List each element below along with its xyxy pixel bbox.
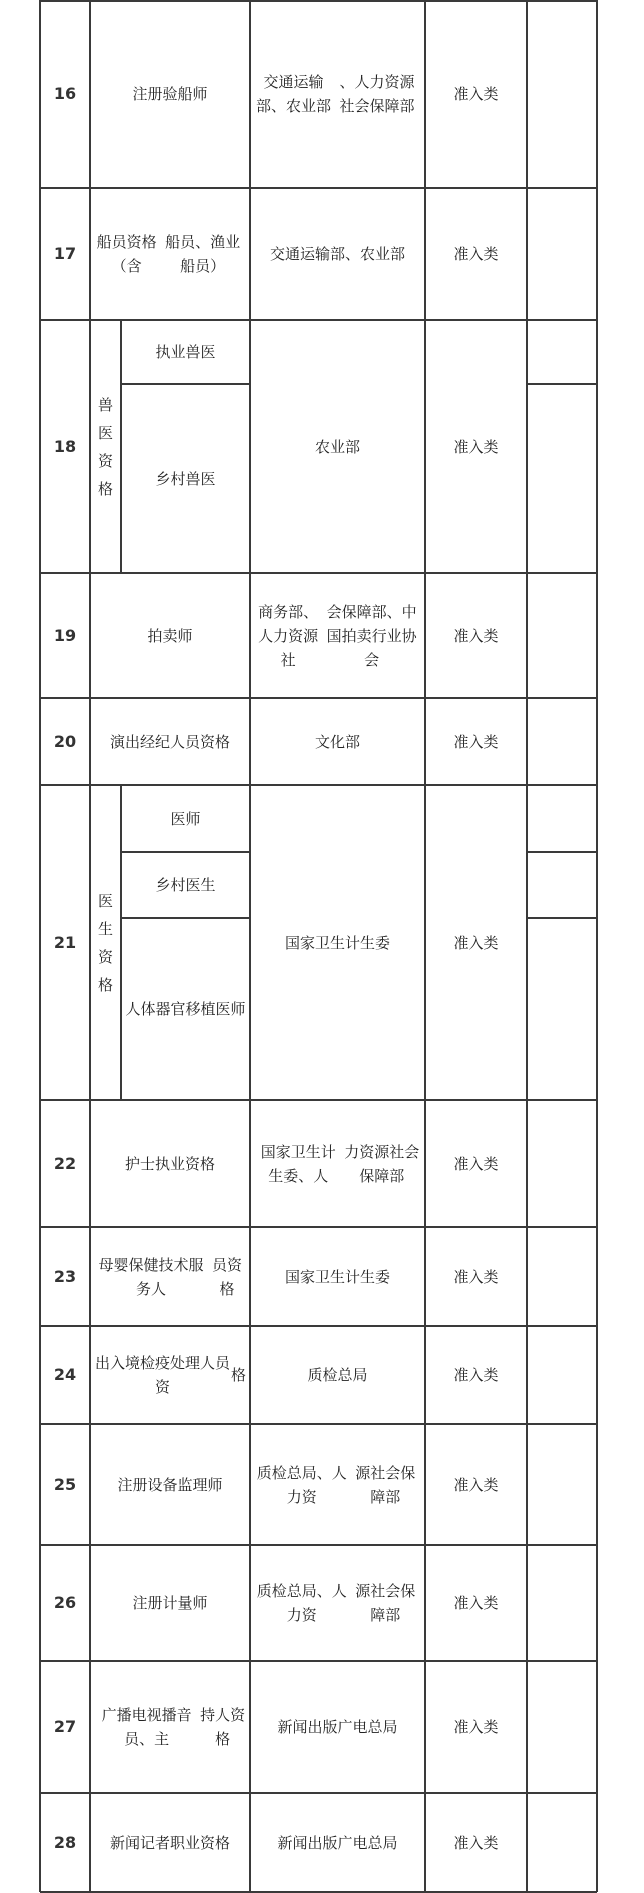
grid-line (526, 1227, 528, 1326)
grid-line (526, 698, 528, 785)
grid-line (39, 1227, 41, 1326)
grid-line (39, 1661, 41, 1793)
row-number: 18 (53, 436, 77, 456)
grid-line (596, 1227, 598, 1326)
grid-line (89, 320, 91, 573)
text-line: 质检总局、人力资 (256, 1582, 347, 1624)
grid-line (249, 785, 251, 1100)
grid-line (89, 1326, 91, 1424)
vertical-char: 资 (97, 451, 113, 470)
category: 准入类 (453, 1267, 499, 1286)
text-line: 持人资格 (200, 1706, 246, 1748)
remark (527, 785, 597, 1100)
text-line: 、人力资源社会保障部 (339, 73, 415, 115)
grid-line (526, 573, 528, 698)
department: 国家卫生计生委 (284, 933, 390, 952)
grid-line (121, 917, 250, 919)
category: 准入类 (453, 245, 499, 263)
category: 准入类 (453, 1718, 499, 1736)
remark (527, 1227, 597, 1326)
text-line: 商务部、人力资源社 (258, 602, 319, 669)
grid-line (596, 1326, 598, 1424)
grid-line (89, 573, 91, 698)
grid-line (89, 1100, 91, 1227)
row-number: 20 (53, 731, 77, 751)
qualification-name (90, 1326, 250, 1424)
remark (527, 188, 597, 320)
text-line: 母婴保健技术服务人 (98, 1255, 204, 1298)
grid-line (39, 188, 41, 320)
qualification-name: 演出经纪人员资格 (109, 732, 230, 751)
row-number: 19 (53, 625, 77, 645)
text-line: 质检总局、人力资 (256, 1463, 347, 1506)
remark (527, 1326, 597, 1424)
grid-line (596, 1424, 598, 1545)
grid-line (39, 320, 41, 573)
grid-line (596, 188, 598, 320)
row-number: 22 (53, 1153, 77, 1173)
text-line: 员资格 (211, 1255, 242, 1298)
grid-line (526, 1545, 528, 1661)
text-line: 源社会保障部 (355, 1463, 416, 1506)
grid-line (89, 1793, 91, 1892)
row-number: 24 (53, 1365, 77, 1384)
grid-line (596, 320, 598, 573)
grid-line (596, 785, 598, 1100)
grid-line (424, 1661, 426, 1793)
vertical-char: 格 (97, 479, 113, 498)
grid-line (526, 320, 528, 573)
text-line: 交通运输部、农业部 (256, 73, 332, 115)
grid-line (89, 1227, 91, 1326)
grid-line (249, 1545, 251, 1661)
grid-line (424, 573, 426, 698)
grid-line (249, 320, 251, 573)
grid-line (121, 851, 250, 853)
subitem-name: 乡村医生 (155, 876, 216, 894)
qualification-name (90, 188, 250, 320)
grid-line (89, 0, 91, 188)
text-line: 船员资格（含 (96, 233, 157, 275)
grid-line (526, 0, 528, 188)
row-number: 27 (53, 1717, 77, 1736)
row-number: 25 (53, 1474, 77, 1494)
category: 准入类 (453, 1833, 499, 1852)
grid-line (596, 1661, 598, 1793)
grid-line (424, 320, 426, 573)
grid-line (39, 1424, 41, 1545)
row-number: 16 (53, 84, 77, 103)
grid-line (249, 698, 251, 785)
grid-line (526, 1793, 528, 1892)
grid-line (424, 1100, 426, 1227)
category: 准入类 (453, 1366, 499, 1384)
qualification-name (90, 1661, 250, 1793)
category: 准入类 (453, 732, 499, 751)
grid-line (89, 1424, 91, 1545)
category: 准入类 (453, 933, 499, 952)
department: 质检总局 (307, 1366, 368, 1384)
grid-line (249, 0, 251, 188)
grid-line (39, 0, 41, 188)
remark (527, 1661, 597, 1793)
category: 准入类 (453, 1475, 499, 1494)
text-line: 源社会保障部 (355, 1582, 416, 1624)
grid-line (89, 1545, 91, 1661)
text-line: 出入境检疫处理人员资 (94, 1354, 230, 1396)
remark (527, 1424, 597, 1545)
grid-line (249, 1661, 251, 1793)
grid-line (40, 0, 597, 2)
subitem-name: 执业兽医 (155, 343, 216, 361)
grid-line (39, 1100, 41, 1227)
grid-line (39, 785, 41, 1100)
grid-line (596, 698, 598, 785)
department (250, 1424, 425, 1545)
department (250, 0, 425, 188)
row-number: 21 (53, 932, 77, 952)
department: 新闻出版广电总局 (277, 1833, 398, 1852)
grid-line (249, 573, 251, 698)
grid-line (89, 785, 91, 1100)
qualification-name: 护士执业资格 (124, 1154, 215, 1173)
department: 文化部 (314, 732, 360, 751)
category: 准入类 (453, 1154, 499, 1173)
grid-line (526, 1661, 528, 1793)
grid-line (526, 785, 528, 1100)
grid-line (424, 1545, 426, 1661)
grid-line (527, 851, 597, 853)
grid-line (424, 0, 426, 188)
text-line: 广播电视播音员、主 (101, 1706, 192, 1748)
grid-line (249, 1793, 251, 1892)
text-line: 力资源社会保障部 (344, 1142, 420, 1185)
category: 准入类 (453, 1594, 499, 1612)
grid-line (89, 188, 91, 320)
grid-line (596, 0, 598, 188)
grid-line (424, 698, 426, 785)
grid-line (526, 188, 528, 320)
grid-line (424, 1326, 426, 1424)
grid-line (596, 573, 598, 698)
group-label (90, 320, 121, 573)
grid-line (89, 698, 91, 785)
vertical-char: 医 (97, 891, 113, 910)
grid-line (424, 785, 426, 1100)
qualification-name: 注册设备监理师 (117, 1475, 223, 1494)
grid-line (526, 1100, 528, 1227)
grid-line (249, 1100, 251, 1227)
group-label (90, 785, 121, 1100)
department: 新闻出版广电总局 (277, 1718, 398, 1736)
grid-line (596, 1793, 598, 1892)
grid-line (39, 573, 41, 698)
remark (527, 698, 597, 785)
department: 农业部 (314, 437, 360, 456)
grid-line (39, 698, 41, 785)
qualification-name (90, 1227, 250, 1326)
qualification-name: 注册计量师 (132, 1594, 208, 1612)
subitem-name: 人体器官移植医师 (125, 1000, 246, 1018)
row-number: 26 (53, 1593, 77, 1612)
grid-line (526, 1326, 528, 1424)
remark (527, 573, 597, 698)
vertical-char: 格 (97, 975, 113, 994)
text-line: 格 (230, 1366, 246, 1384)
remark (527, 1545, 597, 1661)
remark (527, 320, 597, 573)
grid-line (39, 1545, 41, 1661)
grid-line (121, 383, 250, 385)
grid-line (249, 1227, 251, 1326)
subitem-name: 医师 (170, 809, 201, 828)
grid-line (89, 1661, 91, 1793)
remark (527, 1100, 597, 1227)
vertical-char: 生 (97, 919, 113, 938)
grid-line (424, 188, 426, 320)
grid-line (424, 1227, 426, 1326)
text-line: 船员、渔业船员） (165, 233, 241, 275)
grid-line (39, 1326, 41, 1424)
grid-line (526, 1424, 528, 1545)
grid-line (527, 917, 597, 919)
qualification-name: 新闻记者职业资格 (109, 1833, 230, 1852)
subitem-name: 乡村兽医 (155, 469, 216, 488)
qualification-name: 注册验船师 (132, 85, 208, 103)
row-number: 17 (53, 244, 77, 263)
grid-line (249, 1326, 251, 1424)
vertical-char: 兽 (97, 395, 113, 414)
department: 国家卫生计生委 (284, 1267, 390, 1286)
vertical-char: 资 (97, 947, 113, 966)
text-line: 国家卫生计生委、人 (260, 1142, 336, 1185)
grid-line (424, 1793, 426, 1892)
row-number: 28 (53, 1832, 77, 1852)
grid-line (424, 1424, 426, 1545)
grid-line (120, 785, 122, 1100)
grid-line (249, 188, 251, 320)
grid-line (120, 320, 122, 573)
grid-line (249, 1424, 251, 1545)
vertical-char: 医 (97, 423, 113, 442)
category: 准入类 (453, 626, 499, 645)
grid-line (39, 1793, 41, 1892)
department (250, 1100, 425, 1227)
remark (527, 0, 597, 188)
category: 准入类 (453, 437, 499, 456)
grid-line (596, 1100, 598, 1227)
category: 准入类 (453, 85, 499, 103)
remark (527, 1793, 597, 1892)
text-line: 会保障部、中国拍卖行业协会 (326, 602, 417, 669)
grid-line (596, 1545, 598, 1661)
department (250, 1545, 425, 1661)
department (250, 573, 425, 698)
department: 交通运输部、农业部 (269, 245, 405, 263)
qualification-name: 拍卖师 (147, 626, 193, 645)
grid-line (527, 383, 597, 385)
row-number: 23 (53, 1266, 77, 1286)
